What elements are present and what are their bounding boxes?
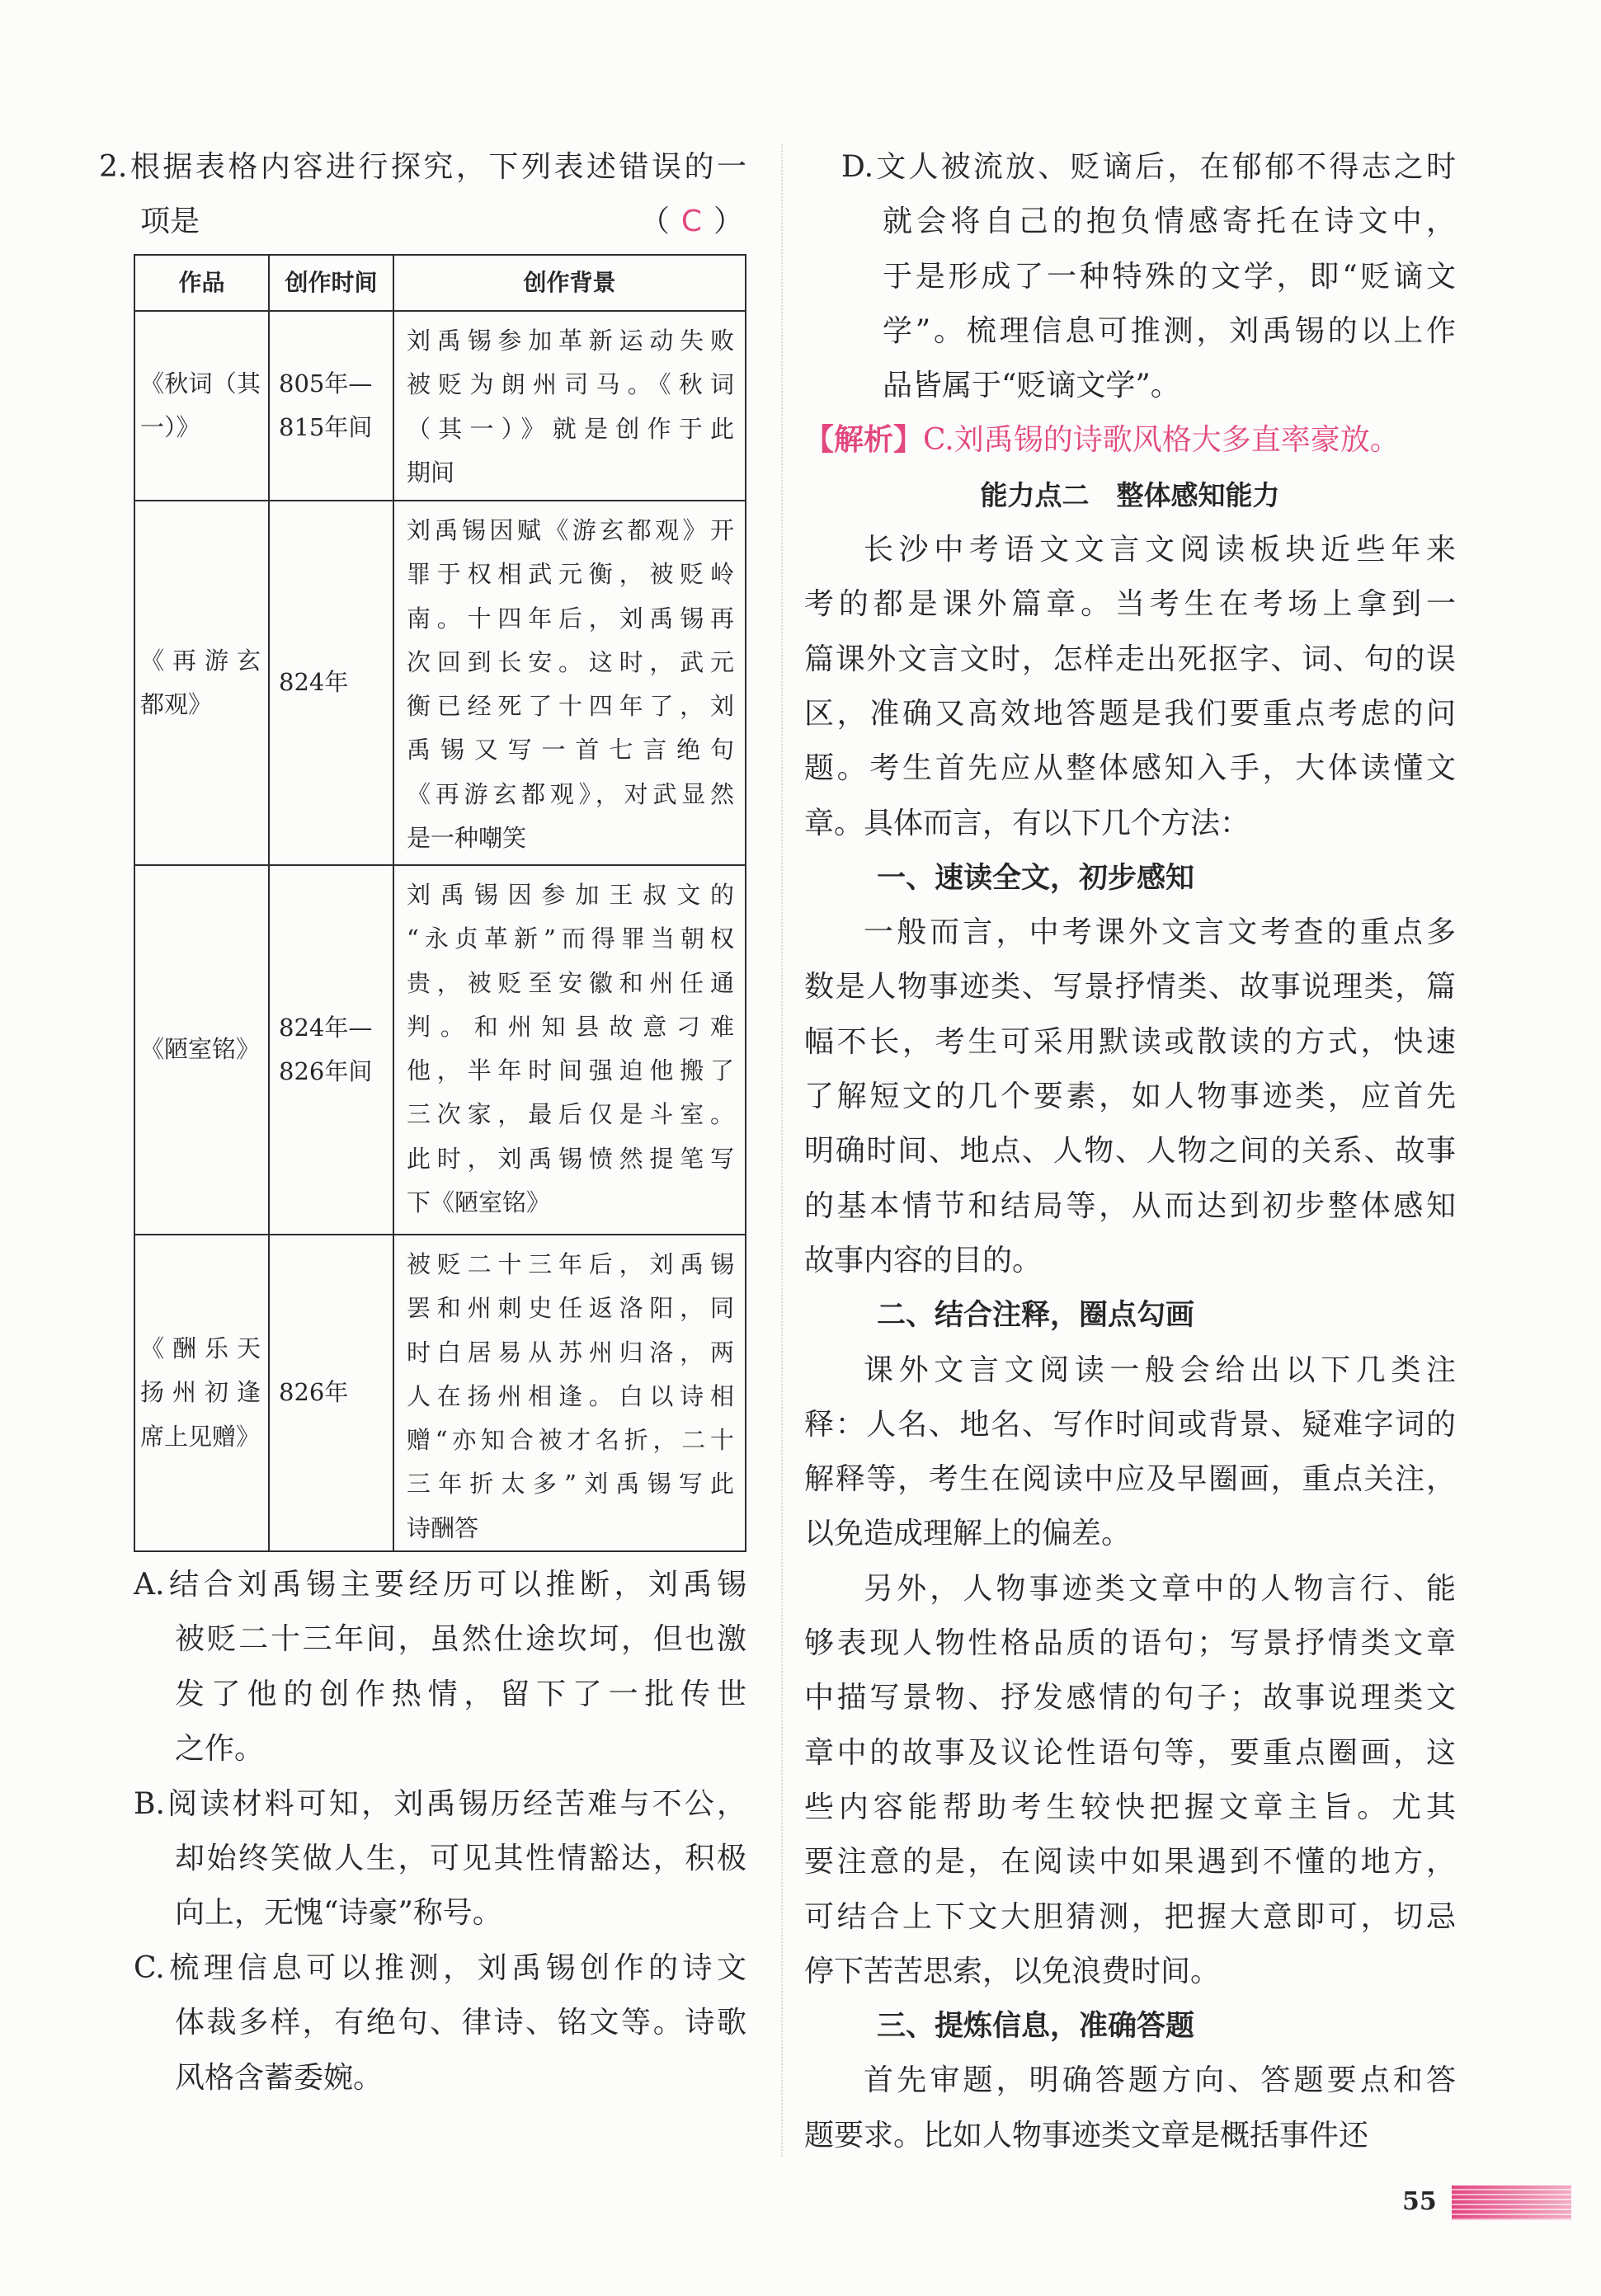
paragraph-line: 的基本情节和结局等，从而达到初步整体感知	[804, 1188, 1456, 1223]
table-cell-time	[270, 501, 394, 866]
paragraph-line: 释：人名、地名、写作时间或背景、疑难字词的	[804, 1407, 1456, 1442]
poem-table	[134, 254, 746, 1552]
background-line: 南。十四年后，刘禹锡再	[407, 604, 734, 633]
background-line: “永贞革新”而得罪当朝权	[407, 925, 734, 953]
paragraph-line: 数是人物事迹类、写景抒情类、故事说理类，篇	[804, 970, 1456, 1004]
option-line: 被贬二十三年间，虽然仕途坎坷，但也激	[175, 1622, 746, 1657]
right-column	[804, 140, 1456, 2163]
question-line: 项是	[140, 205, 200, 239]
table-cell-background	[394, 866, 746, 1235]
question-line: 2.根据表格内容进行探究，下列表述错误的一	[99, 150, 746, 184]
work-title-line: 席上见赠》	[140, 1422, 261, 1451]
background-line: 罢和州刺史任返洛阳，同	[407, 1294, 734, 1323]
background-line: 此时，刘禹锡愤然提笔写	[407, 1144, 734, 1173]
paragraph-line: 另外，人物事迹类文章中的人物言行、能	[864, 1571, 1456, 1606]
answer-options	[134, 1558, 746, 2105]
paragraph-line: 考的都是课外篇章。当考生在考场上拿到一	[804, 587, 1456, 622]
time-line: 824年—	[279, 1013, 373, 1042]
table-cell-work	[135, 1235, 270, 1552]
background-line: 次回到长安。这时，武元	[407, 647, 734, 676]
background-line: 刘禹锡因参加王叔文的	[407, 881, 734, 909]
background-line: 判。和州知县故意刁难	[407, 1012, 734, 1041]
answer-analysis	[804, 413, 1456, 468]
background-line: 罪于权相武元衡，被贬岭	[407, 560, 734, 589]
column-divider	[781, 144, 783, 2157]
table-cell-work	[135, 501, 270, 866]
analysis-text: C.刘禹锡的诗歌风格大多直率豪放。	[923, 423, 1400, 458]
subheading: 二、结合注释，圈点勾画	[877, 1299, 1195, 1333]
paragraph-line: 区，准确又高效地答题是我们要重点考虑的问	[804, 696, 1456, 731]
paragraph-line: 可结合上下文大胆猜测，把握大意即可，切忌	[804, 1899, 1456, 1934]
answer-bracket	[640, 195, 746, 249]
background-line: 时白居易从苏州归洛，两	[407, 1338, 734, 1367]
table-header-work: 作品	[135, 256, 270, 312]
page-number: 55	[1402, 2187, 1437, 2216]
table-cell-work	[135, 312, 270, 501]
paragraph-line: 章中的故事及议论性语句等，要重点圈画，这	[804, 1735, 1456, 1770]
work-title-line: 都观》	[140, 690, 213, 718]
background-line: 诗酬答	[407, 1513, 479, 1542]
background-line: 三次家，最后仅是斗室。	[407, 1100, 734, 1129]
option-c	[134, 1941, 746, 2105]
background-line: 是一种嘲笑	[407, 824, 527, 853]
background-line: 下《陋室铭》	[407, 1188, 551, 1217]
question-line-with-answer	[99, 195, 746, 249]
option-line: 向上，无愧“诗豪”称号。	[175, 1896, 502, 1931]
paragraph-line: 明确时间、地点、人物、人物之间的关系、故事	[804, 1134, 1456, 1169]
background-line: （其一）》就是创作于此	[407, 414, 734, 443]
analysis-label: 【解析】	[804, 423, 924, 458]
paragraph-line: 长沙中考语文文言文阅读板块近些年来	[864, 533, 1456, 567]
time-line: 805年—	[279, 369, 373, 398]
paragraph-line: 篇课外文言文时，怎样走出死抠字、词、句的误	[804, 642, 1456, 676]
paragraph	[804, 523, 1456, 851]
paragraph-line: 题。考生首先应从整体感知入手，大体读懂文	[804, 751, 1456, 786]
table-cell-time	[270, 866, 394, 1235]
option-a	[134, 1558, 746, 1777]
background-line: 禹锡又写一首七言绝句	[407, 736, 734, 765]
paragraph-line: 首先审题，明确答题方向、答题要点和答	[864, 2063, 1456, 2098]
background-line: 刘禹锡参加革新运动失败	[407, 327, 734, 355]
paragraph-line: 够表现人物性格品质的语句；写景抒情类文章	[804, 1626, 1456, 1661]
table-cell-time	[270, 1235, 394, 1552]
paragraph	[804, 1562, 1456, 1999]
table-cell-background	[394, 312, 746, 501]
answer-open-paren: （	[639, 205, 670, 239]
paragraph-line: 以免造成理解上的偏差。	[804, 1517, 1132, 1551]
background-line: 《再游玄都观》，对武显然	[407, 779, 734, 808]
background-line: 他，半年时间强迫他搬了	[407, 1056, 734, 1085]
question-2	[99, 140, 746, 250]
time-line: 824年	[279, 668, 349, 697]
table-cell-work	[135, 866, 270, 1235]
table-header-background: 创作背景	[394, 256, 746, 312]
work-title-line: 《再游玄	[140, 646, 261, 675]
background-line: 被贬二十三年后，刘禹锡	[407, 1250, 734, 1278]
option-line: 于是形成了一种特殊的文学，即“贬谪文	[883, 259, 1456, 294]
option-d	[804, 140, 1456, 413]
paragraph	[804, 1343, 1456, 1562]
table-cell-time	[270, 312, 394, 501]
option-line: 体裁多样，有绝句、律诗、铭文等。诗歌	[175, 2006, 746, 2040]
background-line: 三年折太多”刘禹锡写此	[407, 1470, 734, 1499]
time-line: 826年	[279, 1378, 349, 1407]
subheading: 三、提炼信息，准确答题	[877, 2010, 1195, 2044]
background-line: 期间	[407, 458, 455, 487]
table-cell-background	[394, 1235, 746, 1552]
paragraph	[804, 2054, 1456, 2163]
option-line: B.阅读材料可知，刘禹锡历经苦难与不公，	[134, 1786, 746, 1821]
paragraph-line: 停下苦苦思索，以免浪费时间。	[804, 1954, 1221, 1988]
option-line: A.结合刘禹锡主要经历可以推断，刘禹锡	[134, 1568, 746, 1602]
answer-close-paren: ）	[713, 205, 743, 239]
paragraph-line: 章。具体而言，有以下几个方法：	[804, 806, 1250, 840]
work-title-line: 扬州初逢	[140, 1378, 261, 1407]
table-cell-background	[394, 501, 746, 866]
paragraph-line: 些内容能帮助考生较快把握文章主旨。尤其	[804, 1790, 1456, 1824]
option-line: 学”。梳理信息可推测，刘禹锡的以上作	[883, 313, 1456, 348]
background-line: 被贬为朗州司马。《秋词	[407, 370, 734, 399]
paragraph-line: 题要求。比如人物事迹类文章是概括事件还	[804, 2118, 1369, 2152]
paragraph	[804, 906, 1456, 1288]
option-line: 就会将自己的抱负情感寄托在诗文中，	[883, 205, 1456, 239]
table-header-time: 创作时间	[270, 256, 394, 312]
background-line: 赠“亦知合被才名折，二十	[407, 1426, 734, 1455]
time-line: 826年间	[279, 1057, 373, 1085]
work-title-line: 《酬乐天	[140, 1334, 261, 1363]
option-b	[134, 1777, 746, 1941]
work-title-line: 一）》	[140, 413, 200, 441]
background-line: 衡已经死了十四年了，刘	[407, 692, 734, 721]
paragraph-line: 课外文言文阅读一般会给出以下几类注	[864, 1353, 1456, 1387]
option-line: C.梳理信息可以推测，刘禹锡创作的诗文	[134, 1950, 746, 1985]
page-number-decoration-bar	[1452, 2185, 1571, 2220]
section-title: 能力点二 整体感知能力	[980, 478, 1280, 511]
paragraph-line: 幅不长，考生可采用默读或散读的方式，快速	[804, 1024, 1456, 1059]
option-line: D.文人被流放、贬谪后，在郁郁不得志之时	[841, 150, 1456, 184]
paragraph-line: 故事内容的目的。	[804, 1243, 1043, 1277]
paragraph-line: 要注意的是，在阅读中如果遇到不懂的地方，	[804, 1845, 1456, 1880]
work-title-line: 《秋词（其	[140, 369, 261, 398]
option-line: 品皆属于“贬谪文学”。	[883, 369, 1180, 403]
answer-choice: C	[680, 205, 702, 239]
option-line: 风格含蓄委婉。	[175, 2060, 384, 2095]
option-line: 发了他的创作热情，留下了一批传世	[175, 1677, 746, 1711]
paragraph-line: 中描写景物、抒发感情的句子；故事说理类文	[804, 1681, 1456, 1715]
paragraph-line: 一般而言，中考课外文言文考查的重点多	[864, 915, 1456, 950]
background-line: 人在扬州相逢。白以诗相	[407, 1381, 734, 1410]
subheading: 一、速读全文，初步感知	[877, 861, 1195, 895]
background-line: 刘禹锡因赋《游玄都观》开	[407, 516, 734, 544]
paragraph-line: 了解短文的几个要素，如人物事迹类，应首先	[804, 1080, 1456, 1114]
time-line: 815年间	[279, 413, 373, 441]
option-line: 之作。	[175, 1732, 265, 1767]
background-line: 贵，被贬至安徽和州任通	[407, 968, 734, 997]
work-title-line: 《陋室铭》	[140, 1035, 261, 1064]
paragraph-line: 解释等，考生在阅读中应及早圈画，重点关注，	[804, 1462, 1456, 1497]
option-line: 却始终笑做人生，可见其性情豁达，积极	[175, 1842, 746, 1876]
